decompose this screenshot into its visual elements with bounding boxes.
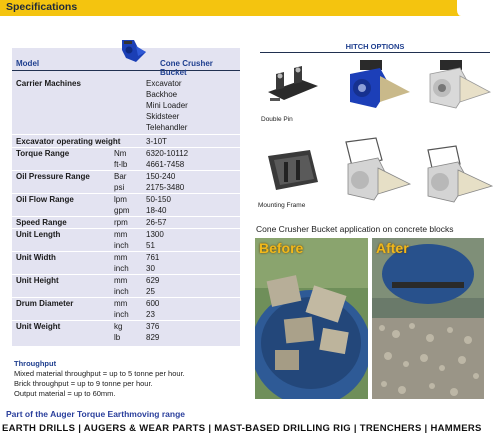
- product-name: Cone Crusher Bucket: [160, 59, 213, 77]
- spec-value: 23: [146, 310, 155, 319]
- spec-label: Torque Range: [16, 149, 70, 158]
- carrier-item: Skidsteer: [146, 112, 180, 121]
- spec-unit: inch: [114, 310, 129, 319]
- spec-label: Oil Flow Range: [16, 195, 74, 204]
- spec-value: 6320-10112: [146, 149, 189, 158]
- before-photo-image: [255, 238, 368, 399]
- spec-unit: mm: [114, 276, 128, 285]
- spec-value: 1300: [146, 230, 164, 239]
- spec-unit: lpm: [114, 195, 127, 204]
- spec-unit: inch: [114, 241, 129, 250]
- blue-bucket-image: [340, 56, 414, 122]
- spec-unit: mm: [114, 230, 128, 239]
- after-photo-image: [372, 238, 484, 399]
- spec-unit: mm: [114, 253, 128, 262]
- spec-value: 3-10T: [146, 137, 167, 146]
- grey-bucket-mounted-image: [336, 134, 414, 208]
- mounting-frame-caption: Mounting Frame: [258, 202, 306, 209]
- header-tab-notch: [455, 0, 500, 16]
- spec-value: 829: [146, 333, 160, 342]
- before-label: Before: [259, 240, 304, 256]
- spec-unit: gpm: [114, 206, 130, 215]
- hitch-options-title: HITCH OPTIONS: [260, 42, 490, 53]
- spec-value: 600: [146, 299, 160, 308]
- range-tagline: Part of the Auger Torque Earthmoving range: [6, 409, 185, 419]
- carrier-label: Carrier Machines: [16, 79, 81, 88]
- spec-unit: rpm: [114, 218, 128, 227]
- spec-unit: inch: [114, 264, 129, 273]
- spec-value: 2175-3480: [146, 183, 185, 192]
- spec-unit: mm: [114, 299, 128, 308]
- spec-unit: Bar: [114, 172, 127, 181]
- carrier-item: Backhoe: [146, 90, 178, 99]
- spec-label: Unit Length: [16, 230, 61, 239]
- spec-unit: lb: [114, 333, 121, 342]
- spec-label: Unit Height: [16, 276, 59, 285]
- spec-label: Excavator operating weight: [16, 137, 121, 146]
- spec-value: 761: [146, 253, 160, 262]
- spec-label: Speed Range: [16, 218, 67, 227]
- grey-bucket-side-image: [420, 140, 496, 210]
- spec-unit: psi: [114, 183, 125, 192]
- spec-unit: kg: [114, 322, 123, 331]
- carrier-item: Telehandler: [146, 123, 188, 132]
- spec-value: 51: [146, 241, 155, 250]
- page-title: Specifications: [6, 1, 78, 13]
- spec-unit: Nm: [114, 149, 127, 158]
- mounting-frame-image: [260, 146, 326, 196]
- spec-value: 376: [146, 322, 160, 331]
- grey-bucket-image: [422, 56, 496, 122]
- row-divider: [12, 134, 240, 135]
- spec-value: 25: [146, 287, 155, 296]
- double-pin-hitch-image: [262, 62, 324, 110]
- carrier-item: Mini Loader: [146, 101, 188, 110]
- spec-value: 50-150: [146, 195, 171, 204]
- cone-crusher-bucket-icon: [118, 38, 148, 64]
- throughput-title: Throughput: [14, 359, 57, 368]
- product-range-links: EARTH DRILLS | AUGERS & WEAR PARTS | MAST-BASED DRILLING RIG | TRENCHERS | HAMMERS: [2, 423, 482, 434]
- after-label: After: [376, 240, 409, 256]
- spec-unit: ft-lb: [114, 160, 128, 169]
- model-label: Model: [16, 59, 40, 68]
- spec-value: 30: [146, 264, 155, 273]
- spec-label: Oil Pressure Range: [16, 172, 90, 181]
- spec-value: 150-240: [146, 172, 176, 181]
- header-band: [0, 0, 500, 16]
- spec-unit: inch: [114, 287, 129, 296]
- double-pin-caption: Double Pin: [261, 116, 293, 123]
- carrier-item: Excavator: [146, 79, 182, 88]
- spec-label: Unit Width: [16, 253, 56, 262]
- spec-value: 26-57: [146, 218, 167, 227]
- throughput-line: Output material = up to 60mm.: [14, 389, 116, 398]
- throughput-line: Brick throughput = up to 9 tonne per hour.: [14, 379, 153, 388]
- spec-value: 629: [146, 276, 160, 285]
- after-photo: [372, 238, 484, 399]
- application-title: Cone Crusher Bucket application on concrete blocks: [256, 224, 454, 234]
- throughput-line: Mixed material throughput = up to 5 tonne per hour.: [14, 369, 185, 378]
- spec-value: 18-40: [146, 206, 167, 215]
- spec-value: 4661-7458: [146, 160, 185, 169]
- spec-label: Unit Weight: [16, 322, 61, 331]
- spec-label: Drum Diameter: [16, 299, 74, 308]
- before-photo: [255, 238, 368, 399]
